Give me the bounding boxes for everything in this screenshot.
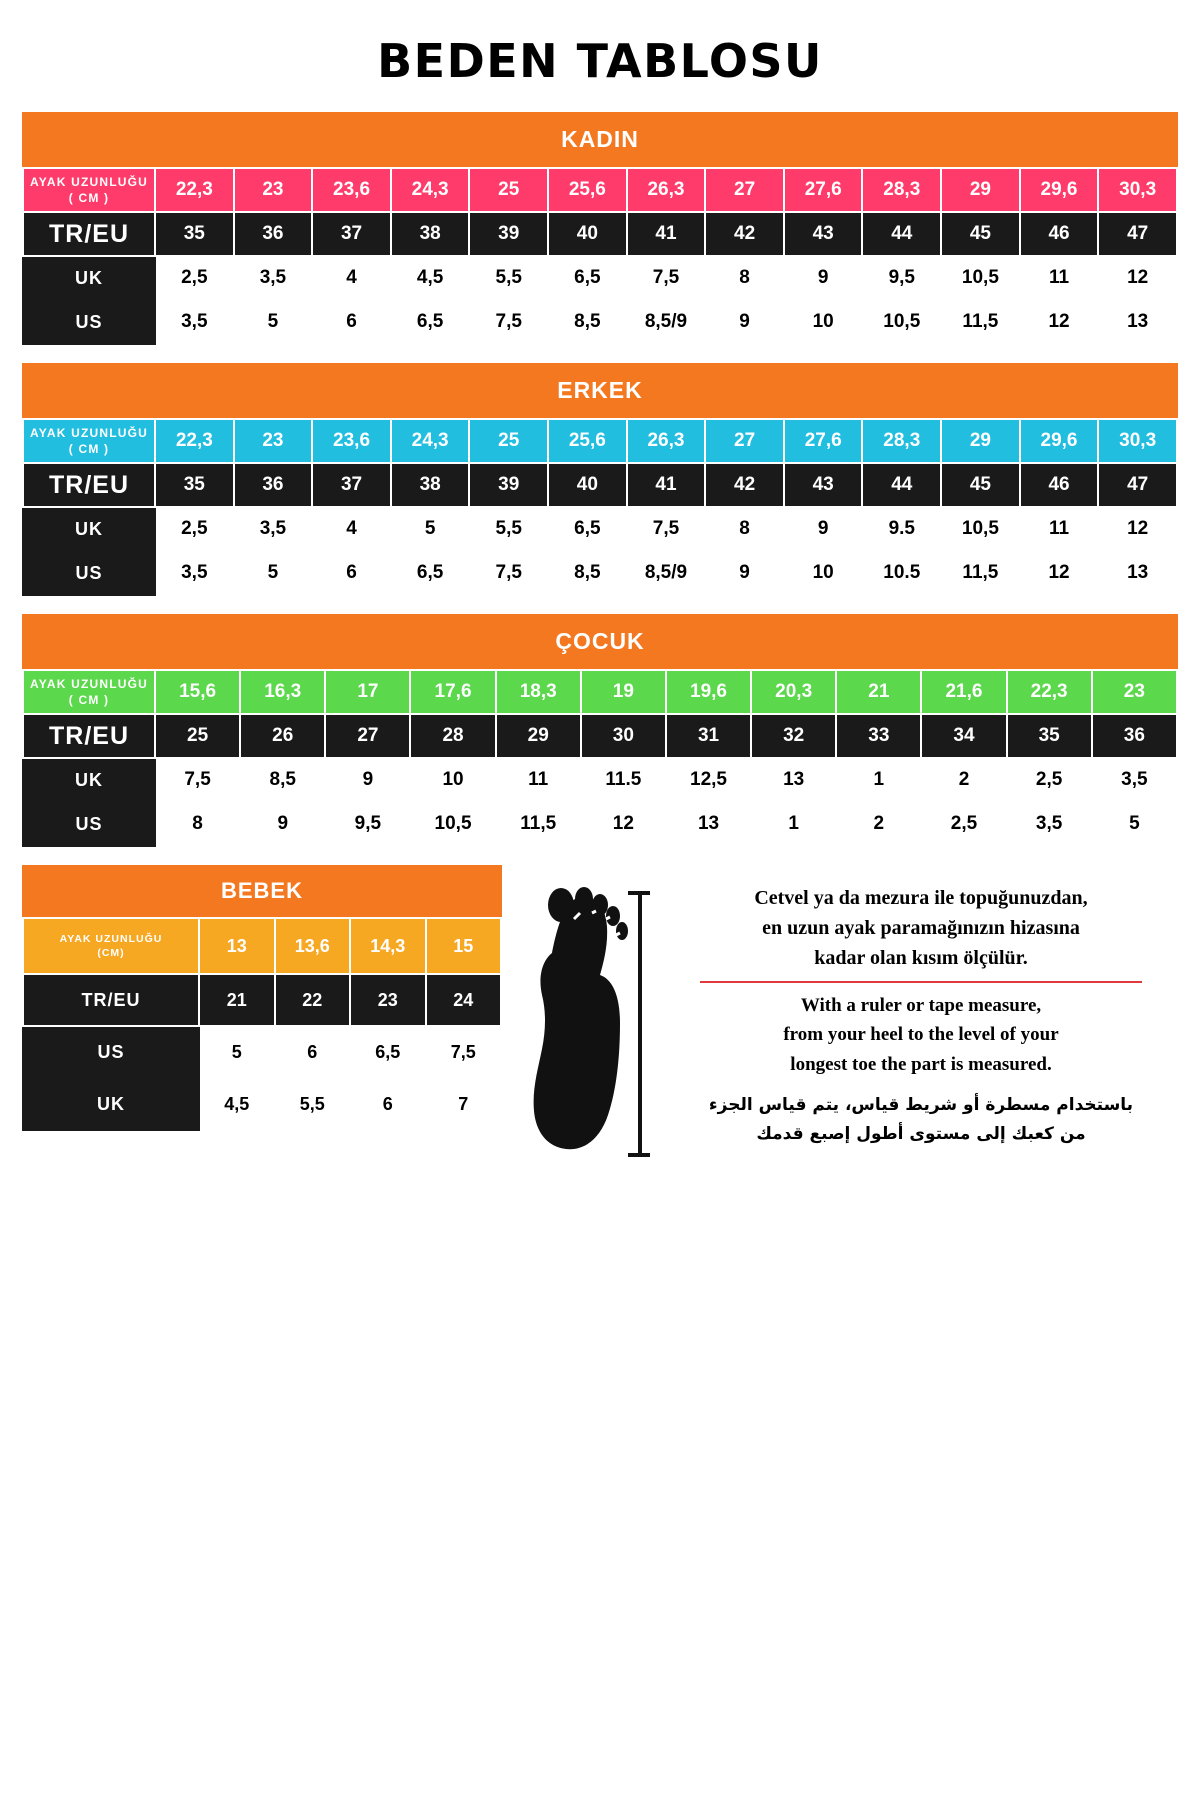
cell: 9	[784, 256, 863, 300]
cell: 5	[234, 551, 313, 595]
measure-text-block	[664, 879, 1178, 1173]
measure-en-line3: longest toe the part is measured.	[790, 1053, 1052, 1075]
cell: 11	[496, 758, 581, 802]
table-row	[23, 212, 1177, 256]
cell: 27	[705, 168, 784, 212]
cell: 46	[1020, 212, 1099, 256]
cell: 6,5	[391, 300, 470, 344]
cell: 9,5	[862, 256, 941, 300]
cell: 10	[784, 551, 863, 595]
cell: 8	[705, 256, 784, 300]
row-label-uk: UK	[23, 256, 155, 300]
cell: 39	[469, 212, 548, 256]
cell: 6,5	[391, 551, 470, 595]
cell: 2,5	[155, 256, 234, 300]
page-title: BEDEN TABLOSU	[377, 34, 823, 88]
row-label-foot-length	[23, 670, 155, 714]
row-label-tr-eu: TR/EU	[23, 212, 155, 256]
cell: 7,5	[627, 507, 706, 551]
cell: 3,5	[234, 507, 313, 551]
table-row	[23, 507, 1177, 551]
cell: 35	[155, 212, 234, 256]
row-label-tr-eu: TR/EU	[23, 714, 155, 758]
cell: 5	[391, 507, 470, 551]
cell: 7	[426, 1078, 502, 1130]
row-label-uk: UK	[23, 507, 155, 551]
cell: 6,5	[548, 507, 627, 551]
cell: 7,5	[155, 758, 240, 802]
measure-ar-line1: باستخدام مسطرة أو شريط قياس، يتم قياس الجزء	[708, 1095, 1134, 1116]
cell: 24,3	[391, 419, 470, 463]
cell: 9	[325, 758, 410, 802]
cell: 15,6	[155, 670, 240, 714]
cell: 12	[581, 802, 666, 846]
cell: 32	[751, 714, 836, 758]
cell: 22	[275, 974, 351, 1026]
cell: 2,5	[921, 802, 1006, 846]
cell: 6	[350, 1078, 426, 1130]
cell: 27,6	[784, 419, 863, 463]
cell: 38	[391, 212, 470, 256]
table-row	[23, 551, 1177, 595]
cell: 41	[627, 463, 706, 507]
cell: 24	[426, 974, 502, 1026]
cell: 10.5	[862, 551, 941, 595]
cell: 19,6	[666, 670, 751, 714]
table-row	[23, 758, 1177, 802]
table-row	[23, 974, 501, 1026]
cell: 25,6	[548, 419, 627, 463]
cell: 43	[784, 463, 863, 507]
cell: 6	[312, 300, 391, 344]
cell: 12	[1020, 300, 1099, 344]
cell: 28,3	[862, 168, 941, 212]
cell: 42	[705, 463, 784, 507]
row-label-uk: UK	[23, 1078, 199, 1130]
cell: 22,3	[155, 419, 234, 463]
cell: 3,5	[1092, 758, 1177, 802]
cell: 46	[1020, 463, 1099, 507]
cell: 38	[391, 463, 470, 507]
cell: 36	[234, 212, 313, 256]
cell: 35	[155, 463, 234, 507]
row-label-uk: UK	[23, 758, 155, 802]
section-header-cocuk: ÇOCUK	[22, 614, 1178, 669]
cell: 13	[1098, 551, 1177, 595]
cell: 37	[312, 463, 391, 507]
measure-tr-line2: en uzun ayak paramağınızın hizasına	[762, 917, 1080, 939]
measure-en-line2: from your heel to the level of your	[783, 1024, 1059, 1046]
cell: 25	[469, 168, 548, 212]
section-erkek	[22, 363, 1178, 596]
cell: 30	[581, 714, 666, 758]
cell: 13	[199, 918, 275, 974]
cell: 6,5	[548, 256, 627, 300]
table-row	[23, 1026, 501, 1078]
row-label-us: US	[23, 300, 155, 344]
cell: 8,5/9	[627, 300, 706, 344]
cell: 13	[751, 758, 836, 802]
cell: 3,5	[155, 551, 234, 595]
cell: 19	[581, 670, 666, 714]
cell: 20,3	[751, 670, 836, 714]
cell: 40	[548, 463, 627, 507]
cell: 47	[1098, 212, 1177, 256]
cell: 15	[426, 918, 502, 974]
divider	[700, 981, 1142, 983]
table-row	[23, 918, 501, 974]
cell: 8	[705, 507, 784, 551]
bottom-area	[22, 865, 1178, 1173]
foot-length-unit: ( CM )	[68, 442, 110, 456]
cell: 34	[921, 714, 1006, 758]
cell: 29	[496, 714, 581, 758]
foot-length-unit: ( CM )	[68, 191, 110, 205]
cell: 12	[1098, 256, 1177, 300]
cell: 7,5	[469, 300, 548, 344]
cell: 5,5	[469, 507, 548, 551]
cell: 23	[1092, 670, 1177, 714]
table-erkek	[22, 418, 1178, 596]
cell: 1	[836, 758, 921, 802]
foot-length-unit: ( CM )	[68, 693, 110, 707]
table-row	[23, 168, 1177, 212]
cell: 5,5	[275, 1078, 351, 1130]
measure-instructions	[520, 865, 1178, 1173]
table-row	[23, 300, 1177, 344]
cell: 4	[312, 507, 391, 551]
cell: 8,5	[548, 551, 627, 595]
measure-text-ar	[664, 1091, 1178, 1149]
cell: 30,3	[1098, 168, 1177, 212]
cell: 13	[1098, 300, 1177, 344]
cell: 4,5	[391, 256, 470, 300]
cell: 29	[941, 168, 1020, 212]
cell: 8	[155, 802, 240, 846]
cell: 10	[784, 300, 863, 344]
cell: 45	[941, 463, 1020, 507]
cell: 25,6	[548, 168, 627, 212]
cell: 3,5	[234, 256, 313, 300]
cell: 44	[862, 463, 941, 507]
cell: 45	[941, 212, 1020, 256]
cell: 23	[234, 419, 313, 463]
measure-text-tr	[664, 883, 1178, 973]
measure-en-line1: With a ruler or tape measure,	[800, 995, 1042, 1016]
row-label-foot-length	[23, 168, 155, 212]
cell: 36	[1092, 714, 1177, 758]
table-row	[23, 670, 1177, 714]
cell: 23,6	[312, 419, 391, 463]
cell: 10,5	[941, 256, 1020, 300]
cell: 12,5	[666, 758, 751, 802]
cell: 12	[1020, 551, 1099, 595]
foot-length-label: AYAK UZUNLUĞU	[29, 425, 149, 440]
cell: 25	[155, 714, 240, 758]
row-label-us: US	[23, 802, 155, 846]
cell: 16,3	[240, 670, 325, 714]
cell: 6,5	[350, 1026, 426, 1078]
row-label-tr-eu: TR/EU	[23, 463, 155, 507]
cell: 10	[410, 758, 495, 802]
cell: 11,5	[941, 300, 1020, 344]
table-row	[23, 714, 1177, 758]
cell: 25	[469, 419, 548, 463]
cell: 13,6	[275, 918, 351, 974]
cell: 29,6	[1020, 419, 1099, 463]
table-bebek	[22, 917, 502, 1131]
cell: 21	[836, 670, 921, 714]
measure-text-en	[664, 991, 1178, 1079]
cell: 26,3	[627, 419, 706, 463]
foot-diagram	[520, 879, 650, 1173]
foot-length-label: AYAK UZUNLUĞU	[29, 174, 149, 189]
table-row	[23, 802, 1177, 846]
section-kadin	[22, 112, 1178, 345]
cell: 8,5	[548, 300, 627, 344]
cell: 8,5/9	[627, 551, 706, 595]
cell: 3,5	[1007, 802, 1092, 846]
cell: 7,5	[469, 551, 548, 595]
cell: 1	[751, 802, 836, 846]
cell: 2	[921, 758, 1006, 802]
cell: 2,5	[155, 507, 234, 551]
cell: 30,3	[1098, 419, 1177, 463]
cell: 5	[199, 1026, 275, 1078]
foot-length-label: AYAK UZUNLUĞU	[29, 676, 149, 691]
cell: 31	[666, 714, 751, 758]
foot-length-unit: (CM)	[97, 947, 125, 959]
footprint-icon	[520, 883, 650, 1173]
cell: 9	[705, 551, 784, 595]
cell: 2,5	[1007, 758, 1092, 802]
cell: 10,5	[410, 802, 495, 846]
cell: 27,6	[784, 168, 863, 212]
section-bebek	[22, 865, 502, 1131]
section-header-bebek: BEBEK	[22, 865, 502, 917]
cell: 10,5	[941, 507, 1020, 551]
cell: 41	[627, 212, 706, 256]
cell: 47	[1098, 463, 1177, 507]
cell: 2	[836, 802, 921, 846]
cell: 26,3	[627, 168, 706, 212]
row-label-tr-eu: TR/EU	[23, 974, 199, 1026]
cell: 11.5	[581, 758, 666, 802]
cell: 44	[862, 212, 941, 256]
section-header-kadin: KADIN	[22, 112, 1178, 167]
cell: 35	[1007, 714, 1092, 758]
cell: 11	[1020, 256, 1099, 300]
cell: 9	[240, 802, 325, 846]
table-kadin	[22, 167, 1178, 345]
cell: 28,3	[862, 419, 941, 463]
cell: 39	[469, 463, 548, 507]
row-label-foot-length	[23, 918, 199, 974]
table-cocuk	[22, 669, 1178, 847]
cell: 3,5	[155, 300, 234, 344]
cell: 29	[941, 419, 1020, 463]
cell: 13	[666, 802, 751, 846]
cell: 14,3	[350, 918, 426, 974]
cell: 12	[1098, 507, 1177, 551]
table-row	[23, 419, 1177, 463]
cell: 17,6	[410, 670, 495, 714]
section-header-erkek: ERKEK	[22, 363, 1178, 418]
cell: 4	[312, 256, 391, 300]
measure-ar-line2: من كعبك إلى مستوى أطول إصبع قدمك	[756, 1124, 1086, 1145]
cell: 22,3	[1007, 670, 1092, 714]
cell: 18,3	[496, 670, 581, 714]
cell: 27	[325, 714, 410, 758]
cell: 28	[410, 714, 495, 758]
cell: 10,5	[862, 300, 941, 344]
cell: 11,5	[496, 802, 581, 846]
cell: 21,6	[921, 670, 1006, 714]
cell: 6	[275, 1026, 351, 1078]
row-label-us: US	[23, 551, 155, 595]
table-row	[23, 256, 1177, 300]
cell: 11	[1020, 507, 1099, 551]
cell: 9	[784, 507, 863, 551]
cell: 8,5	[240, 758, 325, 802]
cell: 21	[199, 974, 275, 1026]
cell: 9.5	[862, 507, 941, 551]
row-label-us: US	[23, 1026, 199, 1078]
cell: 9,5	[325, 802, 410, 846]
foot-length-label: AYAK UZUNLUĞU	[59, 932, 163, 945]
cell: 23,6	[312, 168, 391, 212]
cell: 23	[234, 168, 313, 212]
cell: 42	[705, 212, 784, 256]
cell: 5	[234, 300, 313, 344]
cell: 37	[312, 212, 391, 256]
cell: 33	[836, 714, 921, 758]
measure-tr-line3: kadar olan kısım ölçülür.	[814, 947, 1028, 969]
cell: 29,6	[1020, 168, 1099, 212]
cell: 5	[1092, 802, 1177, 846]
cell: 24,3	[391, 168, 470, 212]
cell: 36	[234, 463, 313, 507]
measure-tr-line1: Cetvel ya da mezura ile topuğunuzdan,	[754, 887, 1088, 909]
cell: 4,5	[199, 1078, 275, 1130]
cell: 9	[705, 300, 784, 344]
cell: 26	[240, 714, 325, 758]
cell: 6	[312, 551, 391, 595]
cell: 11,5	[941, 551, 1020, 595]
cell: 5,5	[469, 256, 548, 300]
cell: 43	[784, 212, 863, 256]
table-row	[23, 1078, 501, 1130]
cell: 17	[325, 670, 410, 714]
cell: 7,5	[627, 256, 706, 300]
cell: 22,3	[155, 168, 234, 212]
row-label-foot-length	[23, 419, 155, 463]
cell: 40	[548, 212, 627, 256]
section-cocuk	[22, 614, 1178, 847]
table-row	[23, 463, 1177, 507]
cell: 23	[350, 974, 426, 1026]
cell: 27	[705, 419, 784, 463]
cell: 7,5	[426, 1026, 502, 1078]
